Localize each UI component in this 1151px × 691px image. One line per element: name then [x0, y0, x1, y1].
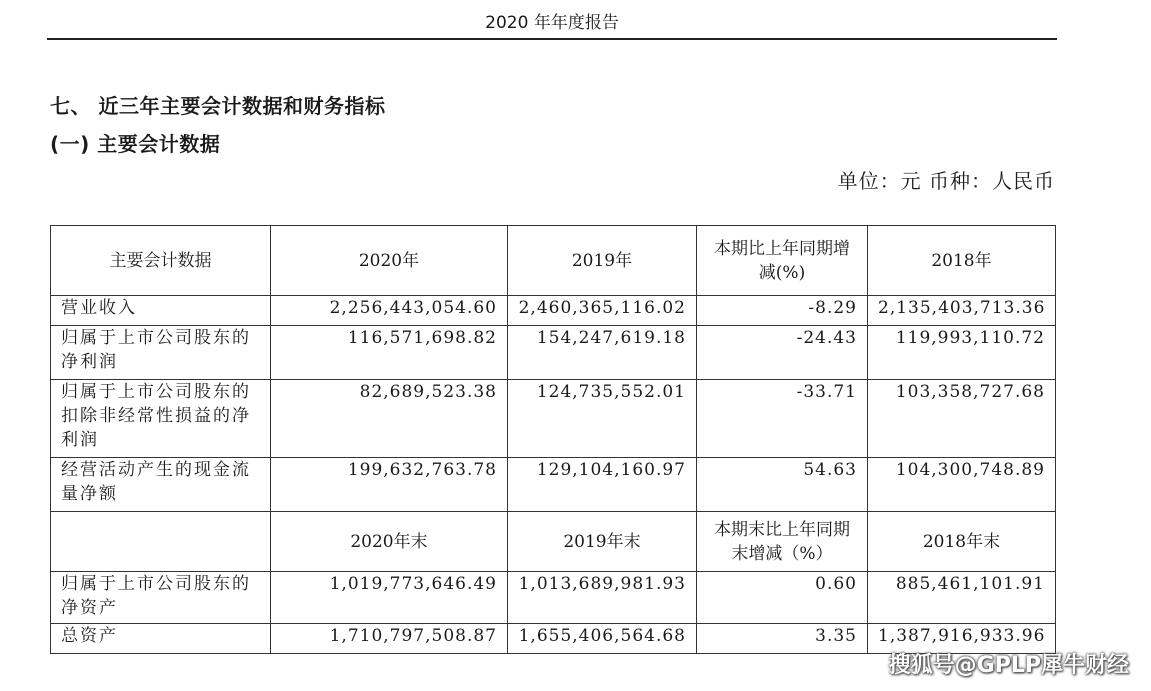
row-label: 归属于上市公司股东的扣除非经常性损益的净利润: [51, 380, 271, 458]
table-cell: 82,689,523.38: [271, 380, 508, 458]
table-cell: -8.29: [697, 296, 868, 326]
column-header: 2020年: [271, 226, 508, 296]
row-label: 归属于上市公司股东的净利润: [51, 326, 271, 380]
table-cell: 1,710,797,508.87: [271, 624, 508, 654]
table-cell: 0.60: [697, 572, 868, 624]
column-header: 2019年: [508, 226, 697, 296]
table-row: [51, 380, 1056, 458]
table-cell: 2,256,443,054.60: [271, 296, 508, 326]
column-header: [51, 512, 271, 572]
table-cell: -24.43: [697, 326, 868, 380]
table-cell: 104,300,748.89: [868, 458, 1056, 512]
section-subtitle: (一) 主要会计数据: [50, 132, 221, 156]
table-cell: 119,993,110.72: [868, 326, 1056, 380]
table-header-row: [51, 512, 1056, 572]
unit-note: 单位：元 币种：人民币: [837, 169, 1055, 193]
table-cell: 199,632,763.78: [271, 458, 508, 512]
table-cell: 116,571,698.82: [271, 326, 508, 380]
table-row: [51, 572, 1056, 624]
table-cell: 2,460,365,116.02: [508, 296, 697, 326]
row-label: 总资产: [51, 624, 271, 654]
watermark: 搜狐号@GPLP犀牛财经: [888, 653, 1129, 678]
table-cell: 885,461,101.91: [868, 572, 1056, 624]
table-row: [51, 458, 1056, 512]
column-header: 2018年: [868, 226, 1056, 296]
table-row: [51, 326, 1056, 380]
table-cell: 129,104,160.97: [508, 458, 697, 512]
table-header-row: [51, 226, 1056, 296]
row-label: 归属于上市公司股东的净资产: [51, 572, 271, 624]
column-header: 主要会计数据: [51, 226, 271, 296]
table-row: [51, 296, 1056, 326]
column-header: 2019年末: [508, 512, 697, 572]
column-header: 本期末比上年同期末增减（%）: [697, 512, 868, 572]
table-cell: -33.71: [697, 380, 868, 458]
column-header: 2018年末: [868, 512, 1056, 572]
financial-data-table: [50, 225, 1056, 654]
table-cell: 1,655,406,564.68: [508, 624, 697, 654]
section-title: 七、 近三年主要会计数据和财务指标: [50, 94, 386, 118]
row-label: 营业收入: [51, 296, 271, 326]
table-cell: 3.35: [697, 624, 868, 654]
row-label: 经营活动产生的现金流量净额: [51, 458, 271, 512]
column-header: 本期比上年同期增减(%): [697, 226, 868, 296]
table-cell: 54.63: [697, 458, 868, 512]
page-header: 2020 年年度报告: [47, 8, 1057, 40]
table-cell: 1,387,916,933.96: [868, 624, 1056, 654]
table-cell: 1,013,689,981.93: [508, 572, 697, 624]
table-cell: 124,735,552.01: [508, 380, 697, 458]
table-cell: 1,019,773,646.49: [271, 572, 508, 624]
table-cell: 154,247,619.18: [508, 326, 697, 380]
table-cell: 103,358,727.68: [868, 380, 1056, 458]
column-header: 2020年末: [271, 512, 508, 572]
table-cell: 2,135,403,713.36: [868, 296, 1056, 326]
